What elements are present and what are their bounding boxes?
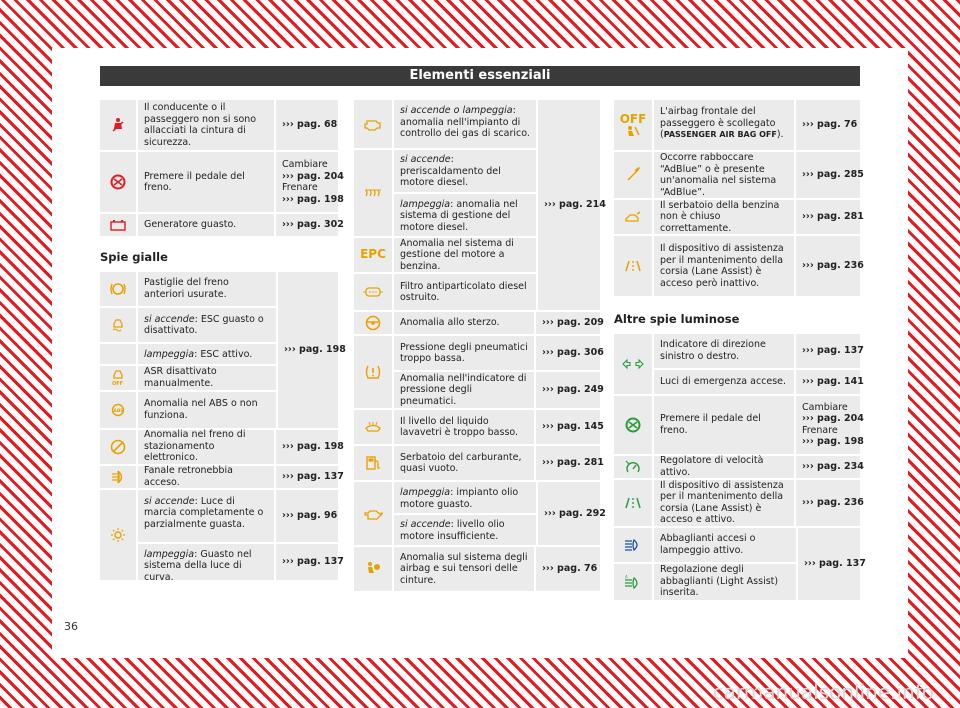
row-description: Pressione degli pneumatici troppo bassa. <box>394 336 536 370</box>
column-2 <box>354 100 606 593</box>
row-description: Anomalia allo sterzo. <box>394 312 536 334</box>
page-header: Elementi essenziali <box>100 66 860 86</box>
table-row <box>654 370 864 394</box>
table-row <box>100 152 344 214</box>
page-reference[interactable]: ››› pag. 306 <box>542 347 604 359</box>
page-reference[interactable]: ››› pag. 285 <box>802 169 864 181</box>
page-reference[interactable]: ››› pag. 76 <box>802 119 858 131</box>
row-description: Anomalia nel ABS o non funziona. <box>144 398 258 421</box>
row-description: : Luce di marcia completamente o parzialmente guasta. <box>144 495 264 530</box>
light-assist-icon <box>624 575 642 589</box>
table-row <box>354 312 604 336</box>
table-row <box>354 547 600 593</box>
page-reference[interactable]: ››› pag. 198 <box>802 436 864 447</box>
page-reference[interactable]: ››› pag. 137 <box>282 470 344 482</box>
steering-icon <box>365 315 381 331</box>
battery-icon <box>110 219 126 231</box>
esc-icon <box>111 318 125 332</box>
svg-text:ABS: ABS <box>113 408 124 414</box>
fuel-icon <box>365 455 381 471</box>
row-description: Regolatore di velocità attivo. <box>654 456 796 478</box>
bulb-icon <box>110 527 126 543</box>
table-row <box>394 372 604 408</box>
section-title-other: Altre spie luminose <box>614 312 740 326</box>
page-reference[interactable]: ››› pag. 249 <box>542 384 604 396</box>
table-row <box>614 479 864 528</box>
row-description: Luci di emergenza accese. <box>654 370 796 394</box>
table-group <box>100 490 344 583</box>
table-group <box>354 482 606 547</box>
table-row <box>394 336 604 372</box>
column-1 <box>100 100 346 583</box>
fuel-cap-icon <box>624 211 642 223</box>
page-reference[interactable]: ››› pag. 76 <box>542 563 598 575</box>
page-reference[interactable]: ››› pag. 137 <box>802 344 864 356</box>
table-row <box>654 334 864 370</box>
row-lead: si accende <box>144 313 195 325</box>
page-reference[interactable]: ››› pag. 214 <box>536 100 600 310</box>
table-row <box>100 100 338 152</box>
brake-pedal-icon <box>110 174 126 190</box>
table-row <box>614 152 864 200</box>
page-reference[interactable]: ››› pag. 198 <box>276 272 338 428</box>
abs-icon <box>110 403 126 417</box>
row-description-bold: PASSENGER AIR BAG OFF <box>663 130 777 139</box>
seatbelt-icon <box>110 117 126 133</box>
airbag-off-icon: OFF <box>619 112 647 126</box>
row-description: Filtro antiparticolato diesel ostruito. <box>400 280 527 303</box>
epc-icon: EPC <box>360 247 386 262</box>
lane-assist-icon <box>624 496 642 510</box>
page-reference[interactable]: ››› pag. 68 <box>282 119 338 131</box>
row-description: : anomalia nel sistema di gestione del motore diesel. <box>400 198 518 233</box>
row-description: Premere il pedale del freno. <box>654 396 796 454</box>
row-lead: si accende <box>400 519 451 530</box>
washer-icon <box>364 421 382 433</box>
page-reference[interactable]: ››› pag. 204 <box>802 413 864 424</box>
page-reference[interactable]: ››› pag. 198 <box>282 193 344 205</box>
page-reference[interactable]: ››› pag. 292 <box>536 482 600 545</box>
row-description: Abbaglianti accesi o lampeggio attivo. <box>660 533 756 556</box>
row-description: : livello olio motore insufficiente. <box>400 519 505 542</box>
row-description: Il dispositivo di assistenza per il mantenimento della corsia (Lane Assist) è acceso e attivo. <box>654 480 796 526</box>
table-row <box>614 199 864 236</box>
row-description: : ESC attivo. <box>194 348 253 360</box>
row-lead: si accende <box>400 154 451 165</box>
high-beam-icon <box>624 539 642 551</box>
row-description: Anomalia nel sistema di gestione del motore a benzina. <box>400 237 514 272</box>
ref-label: Cambiare <box>802 401 848 413</box>
parking-brake-icon <box>110 439 126 455</box>
page-number: 36 <box>64 620 78 633</box>
row-description: : Guasto nel sistema della luce di curva. <box>144 548 252 583</box>
row-description: ASR disattivato manualmente. <box>144 366 217 389</box>
table-row <box>138 490 338 544</box>
person-airbag-icon <box>626 125 640 137</box>
oil-icon <box>363 508 383 520</box>
row-description: Generatore guasto. <box>138 214 276 236</box>
table-row <box>614 455 864 480</box>
table-group <box>100 272 346 430</box>
table-group <box>614 334 864 396</box>
table-group <box>614 528 866 602</box>
glow-plug-icon <box>364 187 382 199</box>
page-reference[interactable]: ››› pag. 204 <box>282 170 344 182</box>
table-row <box>354 410 604 446</box>
svg-text:OFF: OFF <box>112 380 124 386</box>
row-lead: si accende o lampeggia <box>400 105 513 116</box>
row-description: Occorre rabboccare “AdBlue” o è presente un'anomalia nel sistema “AdBlue”. <box>654 152 796 198</box>
row-description: Il livello del liquido lavavetri è troppo basso. <box>394 410 536 444</box>
table-row <box>354 446 604 482</box>
table-row <box>614 100 860 152</box>
table-row <box>100 214 344 238</box>
lane-assist-icon <box>624 259 642 273</box>
row-lead: lampeggia <box>400 198 451 210</box>
page-reference[interactable]: ››› pag. 137 <box>796 528 860 600</box>
row-description: L'airbag frontale del passeggero è scollegato ( <box>660 106 776 140</box>
row-description: Anomalia sul sistema degli airbag e sui tensori delle cinture. <box>394 547 536 591</box>
ref-label: Frenare <box>282 182 318 193</box>
manual-page <box>52 48 908 658</box>
page-reference[interactable]: ››› pag. 281 <box>802 211 864 223</box>
watermark: carmanualsonline.info <box>712 680 934 704</box>
page-reference[interactable]: ››› pag. 234 <box>802 460 864 472</box>
row-description: Il dispositivo di assistenza per il mantenimento della corsia (Lane Assist) è acceso però inattivo. <box>654 236 796 296</box>
row-description: : ESC guasto o disattivato. <box>144 313 264 336</box>
page-reference[interactable]: ››› pag. 198 <box>282 440 344 452</box>
page-reference[interactable]: ››› pag. 236 <box>802 260 864 272</box>
page-reference[interactable]: ››› pag. 281 <box>542 457 604 469</box>
row-description: : preriscaldamento del motore diesel. <box>400 154 501 188</box>
row-description: Indicatore di direzione sinistro o destro. <box>654 334 796 368</box>
row-lead: si accende <box>144 495 195 507</box>
airbag-icon <box>365 561 381 577</box>
cruise-icon <box>625 460 641 474</box>
row-description: : impianto olio motore guasto. <box>400 487 519 510</box>
row-description: Serbatoio del carburante, quasi vuoto. <box>394 446 536 480</box>
tyre-pressure-icon <box>364 364 382 380</box>
table-row <box>100 465 344 490</box>
table-row <box>614 396 864 456</box>
row-description: Anomalia nell'indicatore di pressione degli pneumatici. <box>394 372 536 408</box>
row-lead: lampeggia <box>144 348 195 360</box>
row-description: Fanale retronebbia acceso. <box>138 466 276 488</box>
table-row <box>614 236 864 298</box>
page-reference[interactable]: ››› pag. 141 <box>802 375 864 387</box>
engine-icon <box>364 117 382 131</box>
column-3 <box>614 100 866 602</box>
particle-filter-icon <box>363 287 383 297</box>
table-group <box>354 336 604 410</box>
row-lead: lampeggia <box>144 548 195 560</box>
row-description-end: ). <box>776 129 784 140</box>
brake-pedal-icon <box>625 417 641 433</box>
brake-pads-icon <box>110 282 126 296</box>
row-description: Premere il pedale del freno. <box>138 152 276 212</box>
page-reference[interactable]: ››› pag. 145 <box>542 421 604 433</box>
ref-label: Frenare <box>802 424 838 436</box>
page-reference[interactable]: ››› pag. 96 <box>282 509 338 521</box>
row-description: Anomalia nel freno di stazionamento elettronico. <box>138 430 276 464</box>
turn-signal-icon <box>622 359 644 369</box>
row-description: Regolazione degli abbaglianti (Light Assist) inserita. <box>660 564 779 599</box>
page-reference[interactable]: ››› pag. 236 <box>802 496 864 508</box>
adblue-icon <box>625 167 641 183</box>
row-lead: lampeggia <box>400 487 451 498</box>
page-reference[interactable]: ››› pag. 302 <box>282 219 344 231</box>
section-title-yellow: Spie gialle <box>100 250 168 264</box>
table-row <box>100 429 344 466</box>
rear-fog-icon <box>110 470 126 484</box>
row-description: Il conducente o il passeggero non si sono allacciati la cintura di sicurezza. <box>138 100 276 150</box>
page-reference[interactable]: ››› pag. 137 <box>282 555 344 567</box>
esc-off-icon <box>111 370 125 386</box>
table-group <box>354 100 606 312</box>
ref-label: Cambiare <box>282 159 328 170</box>
row-description: Pastiglie del freno anteriori usurate. <box>144 277 229 300</box>
row-description: : anomalia nell'impianto di controllo dei gas di scarico. <box>400 105 530 139</box>
page-reference[interactable]: ››› pag. 209 <box>542 317 604 329</box>
row-description: Il serbatoio della benzina non è chiuso correttamente. <box>654 200 796 234</box>
table-row <box>138 544 344 583</box>
svg-text:A: A <box>625 574 628 579</box>
